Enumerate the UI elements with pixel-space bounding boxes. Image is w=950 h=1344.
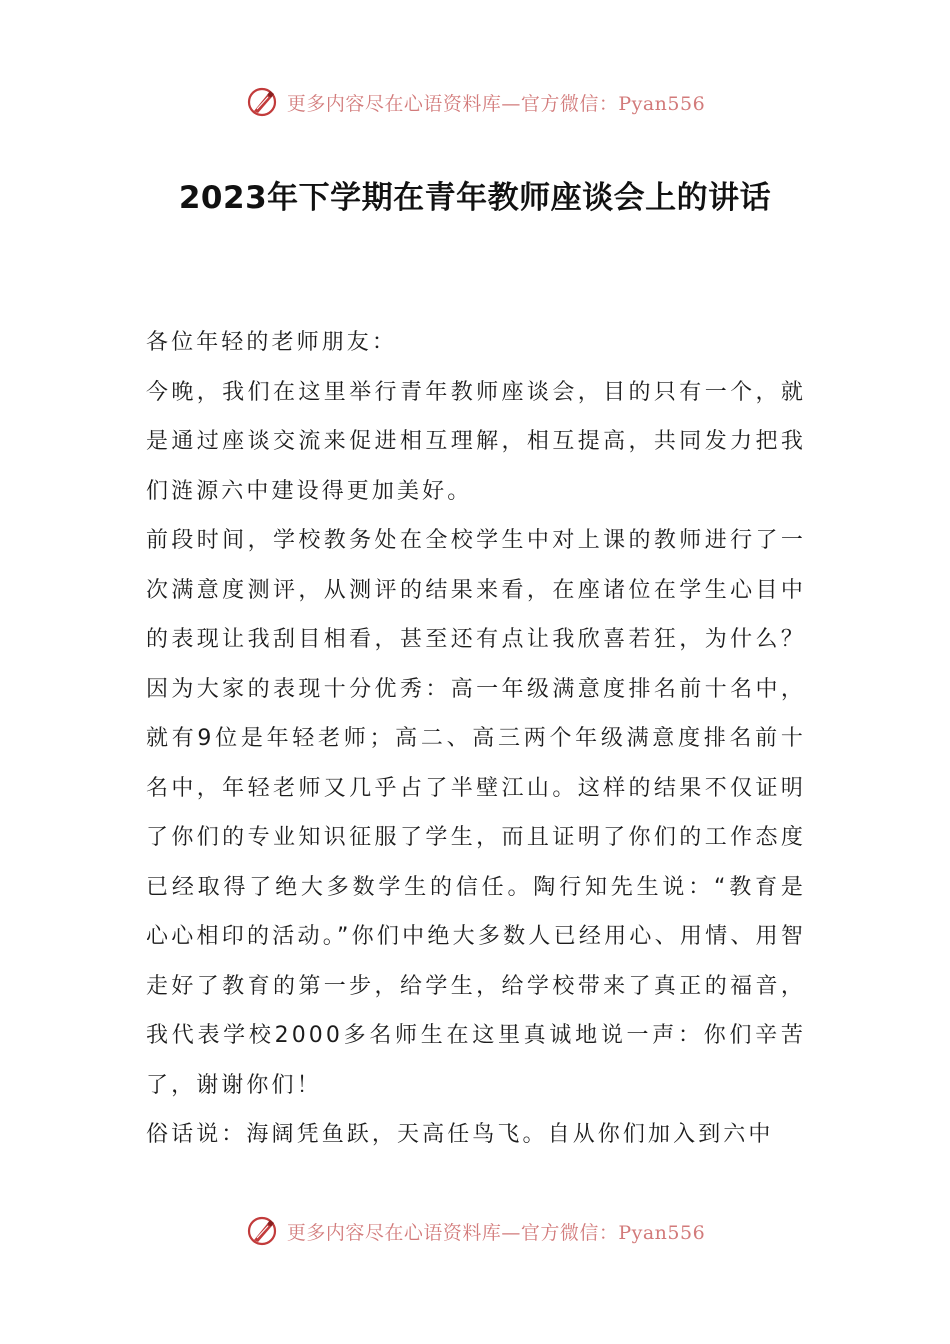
paragraph: 俗话说：海阔凭鱼跃，天高任鸟飞。自从你们加入到六中 (146, 1122, 774, 1147)
footer-watermark-banner (0, 1211, 950, 1251)
document-body (146, 318, 806, 1160)
document-title: 2023年下学期在青年教师座谈会上的讲话 (178, 180, 772, 216)
paragraph: 今晚，我们在这里举行青年教师座谈会，目的只有一个，就是通过座谈交流来促进相互理解，相互提高，共同发力把我们涟源六中建设得更加美好。 (146, 379, 806, 504)
header-watermark-banner (0, 82, 950, 122)
paragraph-salutation: 各位年轻的老师朋友： (146, 330, 398, 355)
paragraph: 前段时间，学校教务处在全校学生中对上课的教师进行了一次满意度测评，从测评的结果来看，在座诸位在学生心目中的表现让我刮目相看，甚至还有点让我欣喜若狂，为什么？因为大家的表现十分优秀：高一年级满意度排名前十名中，就有9位是年轻老师；高二、高三两个年级满意度排名前十名中，年轻老师又几乎占了半壁江山。这样的结果不仅证明了你们的专业知识征服了学生，而且证明了你们的工作态度已经取得了绝大多数学生的信任。陶行知先生说：“教育是心心相印的活动。”你们中绝大多数人已经用心、用情、用智走好了教育的第一步，给学生，给学校带来了真正的福音，我代表学校2000多名师生在这里真诚地说一声：你们辛苦了，谢谢你们！ (146, 528, 806, 1098)
footer-banner-text: 更多内容尽在心语资料库—官方微信：Pyan556 (286, 1221, 706, 1244)
pen-nib-logo-icon (245, 1214, 279, 1248)
header-banner-text: 更多内容尽在心语资料库—官方微信：Pyan556 (286, 92, 706, 115)
pen-nib-logo-icon (245, 85, 279, 119)
